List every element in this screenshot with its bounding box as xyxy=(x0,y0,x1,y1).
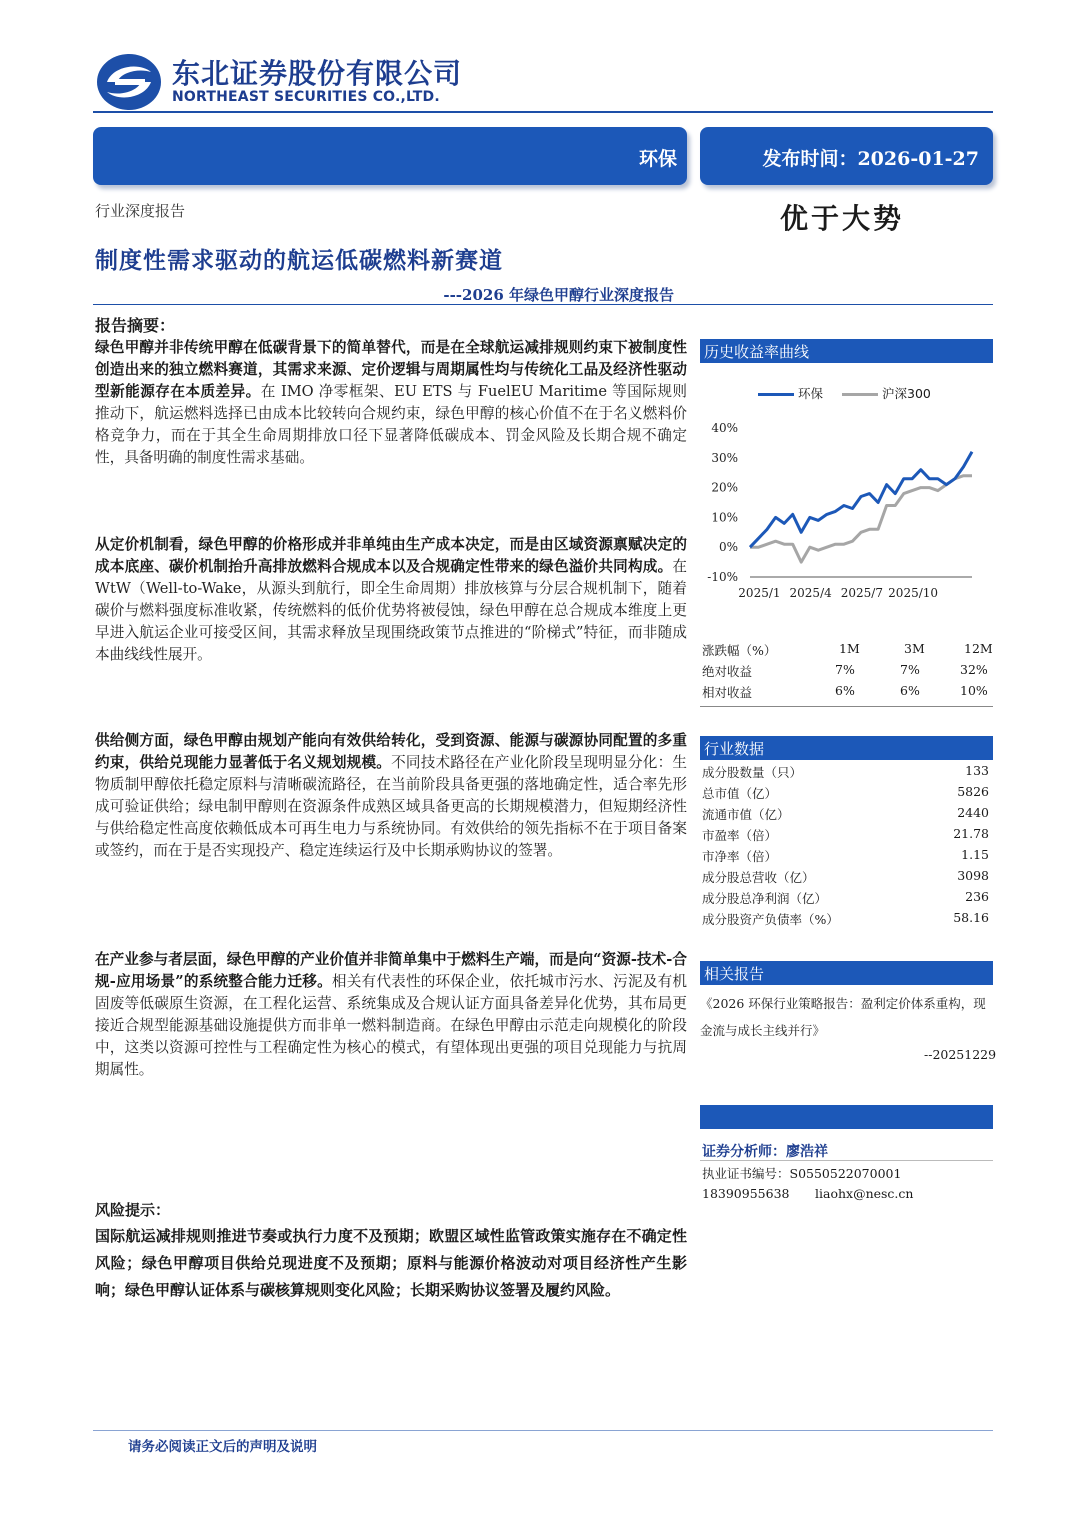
industry-value: 236 xyxy=(965,889,989,904)
paragraph-lead: 供给侧方面，绿色甲醇由规划产能向有效供给转化，受到资源、能源与碳源协同配置的多重约束，供给兑现能力显著低于名义规划规模。 xyxy=(95,732,687,771)
sector-label: 环保 xyxy=(638,148,677,170)
chart-section-title: 历史收益率曲线 xyxy=(704,343,810,361)
performance-value: 10% xyxy=(960,683,988,698)
industry-label: 成分股总营收（亿） xyxy=(702,870,815,885)
related-section-title: 相关报告 xyxy=(704,965,765,983)
industry-row xyxy=(700,847,993,868)
chart-section-header xyxy=(700,339,993,363)
analyst-cert: 执业证书编号：S0550522070001 xyxy=(702,1166,902,1181)
company-name-en: NORTHEAST SECURITIES CO.,LTD. xyxy=(172,89,440,105)
company-logo xyxy=(95,52,165,112)
footer-disclaimer: 请务必阅读正文后的声明及说明 xyxy=(128,1439,317,1455)
related-report-link[interactable]: 《2026 环保行业策略报告：盈利定价体系重构，现金流与成长主线并行》 xyxy=(700,996,986,1038)
summary-paragraph-1 xyxy=(95,337,687,469)
y-tick-label: 10% xyxy=(711,510,738,525)
industry-label: 流通市值（亿） xyxy=(702,807,790,822)
performance-header-row xyxy=(700,641,993,662)
industry-value: 2440 xyxy=(957,805,989,820)
performance-label: 绝对收益 xyxy=(702,664,753,679)
title-divider xyxy=(93,304,993,305)
paragraph-lead: 从定价机制看，绿色甲醇的价格形成并非单纯由生产成本决定，而是由区域资源禀赋决定的成本底座、碳价机制抬升高排放燃料合规成本以及合规确定性带来的绿色溢价共同构成。 xyxy=(95,536,687,575)
industry-label: 成分股总净利润（亿） xyxy=(702,891,828,906)
y-tick-label: 20% xyxy=(711,480,738,495)
performance-value: 32% xyxy=(960,662,988,677)
rating: 优于大势 xyxy=(780,202,905,235)
performance-value: 7% xyxy=(900,662,920,677)
performance-value: 6% xyxy=(835,683,855,698)
industry-row xyxy=(700,826,993,847)
industry-row xyxy=(700,910,993,931)
publish-date: 发布时间：2026-01-27 xyxy=(762,148,979,170)
y-tick-label: 40% xyxy=(711,421,738,435)
industry-label: 市净率（倍） xyxy=(702,849,778,864)
related-report-date: --20251229 xyxy=(924,1047,997,1062)
summary-heading: 报告摘要： xyxy=(95,316,176,335)
performance-row xyxy=(700,662,993,683)
y-tick-label: 30% xyxy=(711,450,738,465)
chart-plot xyxy=(700,378,993,606)
x-tick-label: 2025/1 xyxy=(738,586,781,600)
analyst-phone: 18390955638 xyxy=(702,1186,790,1201)
risk-text: 国际航运减排规则推进节奏或执行力度不及预期；欧盟区域性监管政策实施存在不确定性风险；绿色甲醇项目供给兑现进度不及预期；原料与能源价格波动对项目经济性产生影响；绿色甲醇认证体系与碳核算规则变化风险；长期采购协议签署及履约风险。 xyxy=(95,1227,687,1299)
return-chart xyxy=(700,378,993,606)
paragraph-body: 在 WtW（Well-to-Wake，从源头到航行，即全生命周期）排放核算与分层合规机制下，随着碳价与燃料强度标准收紧，传统燃料的低价优势将被侵蚀，绿色甲醇在总合规成本维度上更早进入航运企业可接受区间，其需求释放呈现围绕政策节点推进的“阶梯式”特征，而非随成本曲线线性展开。 xyxy=(95,558,687,663)
industry-label: 市盈率（倍） xyxy=(702,828,778,843)
x-tick-label: 2025/10 xyxy=(888,586,939,600)
industry-value: 1.15 xyxy=(961,847,989,862)
performance-header: 3M xyxy=(904,641,925,656)
industry-row xyxy=(700,868,993,889)
performance-header: 1M xyxy=(839,641,860,656)
performance-row xyxy=(700,683,993,704)
industry-section-header xyxy=(700,736,993,760)
summary-paragraph-2 xyxy=(95,534,687,666)
paragraph-body: 不同技术路径在产业化阶段呈现明显分化：生物质制甲醇依托稳定原料与清晰碳流路径，在当前阶段具备更强的落地确定性，适合率先形成可验证供给；绿电制甲醇则在资源条件成熟区域具备更高的长期规模潜力，但短期经济性与供给稳定性高度依赖低成本可再生电力与系统协同。有效供给的领先指标不在于项目备案或签约，而在于是否实现投产、稳定连续运行及中长期承购协议的签署。 xyxy=(95,754,687,859)
industry-label: 成分股数量（只） xyxy=(702,765,803,780)
related-section-header xyxy=(700,961,993,985)
industry-value: 21.78 xyxy=(953,826,989,841)
industry-row xyxy=(700,784,993,805)
x-tick-label: 2025/7 xyxy=(840,586,883,600)
report-type: 行业深度报告 xyxy=(95,202,186,220)
analyst-divider xyxy=(700,1160,993,1161)
performance-value: 7% xyxy=(835,662,855,677)
paragraph-lead: 绿色甲醇并非传统甲醇在低碳背景下的简单替代，而是在全球航运减排规则约束下被制度性创造出来的独立燃料赛道，其需求来源、定价逻辑与周期属性均与传统化工品及经济性驱动型新能源存在本质差异。 xyxy=(95,339,687,400)
company-name-cn: 东北证券股份有限公司 xyxy=(172,57,463,90)
report-title: 制度性需求驱动的航运低碳燃料新赛道 xyxy=(95,247,503,274)
y-tick-label: 0% xyxy=(718,540,738,555)
sector-band xyxy=(93,127,687,185)
analyst-email[interactable]: liaohx@nesc.cn xyxy=(815,1186,914,1201)
industry-label: 成分股资产负债率（%） xyxy=(702,912,839,927)
performance-header: 12M xyxy=(964,641,993,656)
industry-value: 133 xyxy=(965,763,989,778)
analyst-section-header xyxy=(700,1105,993,1129)
legend-label-sector: 环保 xyxy=(798,386,824,401)
paragraph-body: 在 IMO 净零框架、EU ETS 与 FuelEU Maritime 等国际规则推动下，航运燃料选择已由成本比较转向合规约束，绿色甲醇的核心价值不在于名义燃料价格竞争力，而在于其全生命周期排放口径下显著降低碳成本、罚金风险及长期合规不确定性，具备明确的制度性需求基础。 xyxy=(95,383,687,466)
series-line-index xyxy=(750,476,972,562)
industry-value: 58.16 xyxy=(953,910,989,925)
analyst-name: 证券分析师：廖浩祥 xyxy=(702,1144,828,1160)
industry-value: 5826 xyxy=(957,784,989,799)
performance-header: 涨跌幅（%） xyxy=(702,643,777,658)
industry-section-title: 行业数据 xyxy=(704,740,765,758)
performance-divider xyxy=(700,706,993,707)
risk-heading: 风险提示： xyxy=(95,1201,171,1219)
performance-label: 相对收益 xyxy=(702,685,753,700)
summary-paragraph-3 xyxy=(95,730,687,862)
header-divider xyxy=(93,111,993,113)
industry-label: 总市值（亿） xyxy=(702,786,778,801)
summary-paragraph-4 xyxy=(95,949,687,1081)
industry-row xyxy=(700,805,993,826)
legend-label-index: 沪深300 xyxy=(882,386,931,401)
date-band xyxy=(700,127,993,185)
paragraph-body: 相关有代表性的环保企业，依托城市污水、污泥及有机固废等低碳原生资源，在工程化运营、系统集成及合规认证方面具备差异化优势，其布局更接近合规型能源基础设施提供方而非单一燃料制造商。在绿色甲醇由示范走向规模化的阶段中，这类以资源可控性与工程确定性为核心的模式，有望体现出更强的项目兑现能力与抗周期属性。 xyxy=(95,973,687,1078)
y-tick-label: -10% xyxy=(707,570,738,584)
industry-value: 3098 xyxy=(957,868,989,883)
report-subtitle: ---2026 年绿色甲醇行业深度报告 xyxy=(443,286,674,304)
footer-divider xyxy=(93,1430,993,1431)
paragraph-lead: 在产业参与者层面，绿色甲醇的产业价值并非简单集中于燃料生产端，而是向“资源-技术-合规-应用场景”的系统整合能力迁移。 xyxy=(95,951,687,990)
performance-value: 6% xyxy=(900,683,920,698)
industry-row xyxy=(700,889,993,910)
performance-table xyxy=(700,641,993,704)
x-tick-label: 2025/4 xyxy=(789,586,832,600)
industry-row xyxy=(700,763,993,784)
